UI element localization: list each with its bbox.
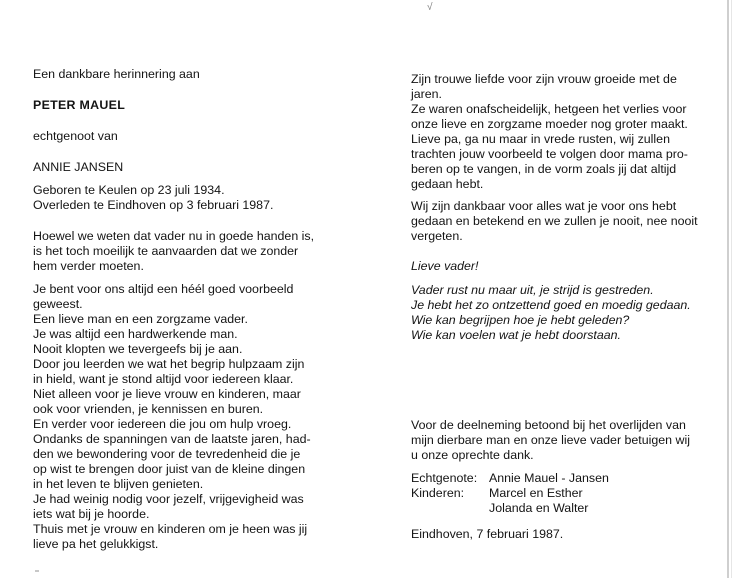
paragraph-line: lieve pa het gelukkigst. (33, 537, 159, 551)
children-role-label: Kinderen: (411, 486, 465, 500)
page-edge-shadow (731, 0, 732, 578)
paragraph-line: Een lieve man en een zorgzame vader. (33, 312, 248, 326)
paragraph-line: Wij zijn dankbaar voor alles wat je voor ons hebt (411, 199, 677, 213)
paragraph-line: gedaan en betekend en we zullen je nooit, nee nooit (411, 214, 698, 228)
paragraph-line: den we bewondering voor de tevredenheid die je (33, 447, 301, 461)
thanks-line: u onze oprechte dank. (411, 448, 534, 462)
paragraph-line: trachten jouw voorbeeld te volgen door mama pro- (411, 147, 688, 161)
paragraph-line: Hoewel we weten dat vader nu in goede handen is, (33, 229, 315, 243)
poem-line: Je hebt het zo ontzettend goed en moedig gedaan. (411, 298, 691, 312)
deceased-name: PETER MAUEL (33, 98, 126, 112)
poem-line: Wie kan voelen wat je hebt doorstaan. (411, 328, 621, 342)
paragraph-line: Je was altijd een hardwerkende man. (33, 327, 238, 341)
death-line: Overleden te Eindhoven op 3 februari 1987. (33, 198, 274, 212)
spouse-full-name: Annie Mauel - Jansen (489, 471, 609, 485)
paragraph-line: Je had weinig nodig voor jezelf, vrijgevigheid was (33, 492, 304, 506)
corner-check-mark: √ (427, 2, 433, 13)
paragraph-line: Zijn trouwe liefde voor zijn vrouw groeide met de (411, 72, 677, 86)
paragraph-line: vergeten. (411, 229, 463, 243)
salutation: Lieve vader! (411, 259, 479, 273)
paragraph-line: beren op te vangen, in de vorm zoals jij dat altijd (411, 162, 677, 176)
spouse-role-label: Echtgenote: (411, 471, 478, 485)
paragraph-line: Door jou leerden we wat het begrip hulpzaam zijn (33, 357, 305, 371)
paragraph-line: op wist te brengen door juist van de kleine dingen (33, 462, 306, 476)
children-names: Marcel en Esther (489, 486, 583, 500)
children-names: Jolanda en Walter (489, 501, 589, 515)
poem-line: Wie kan begrijpen hoe je hebt geleden? (411, 313, 630, 327)
intro-text: Een dankbare herinnering aan (33, 67, 200, 81)
spouse-name: ANNIE JANSEN (33, 160, 124, 174)
paragraph-line: onze lieve en zorgzame moeder nog groter maakt. (411, 117, 688, 131)
paragraph-line: Ze waren onafscheidelijk, hetgeen het verlies voor (411, 102, 687, 116)
paragraph-line: Lieve pa, ga nu maar in vrede rusten, wij zullen (411, 132, 670, 146)
page-edge (727, 0, 729, 578)
paragraph-line: in hield, want je stond altijd voor iedereen klaar. (33, 372, 294, 386)
place-date: Eindhoven, 7 februari 1987. (411, 527, 564, 541)
paragraph-line: Thuis met je vrouw en kinderen om je heen was jij (33, 522, 308, 536)
family-row-children-2 (411, 501, 711, 517)
paragraph-line: in het leven te blijven genieten. (33, 477, 204, 491)
paragraph-line: Ondanks de spanningen van de laatste jaren, had- (33, 432, 311, 446)
paragraph-line: Niet alleen voor je lieve vrouw en kinderen, maar (33, 387, 301, 401)
paragraph-line: En verder voor iedereen die jou om hulp vroeg. (33, 417, 292, 431)
paragraph-line: iets wat bij je hoorde. (33, 507, 150, 521)
paragraph-line: jaren. (411, 87, 442, 101)
birth-line: Geboren te Keulen op 23 juli 1934. (33, 183, 225, 197)
thanks-line: Voor de deelneming betoond bij het overlijden van (411, 418, 686, 432)
paragraph-line: Nooit klopten we tevergeefs bij je aan. (33, 342, 243, 356)
paragraph-line: geweest. (33, 297, 83, 311)
paragraph-line: gedaan hebt. (411, 177, 484, 191)
poem-line: Vader rust nu maar uit, je strijd is gestreden. (411, 283, 654, 297)
paragraph-line: is het toch moeilijk te aanvaarden dat we zonder (33, 244, 299, 258)
paragraph-line: hem verder moeten. (33, 259, 144, 273)
family-row-spouse (411, 471, 711, 487)
spouse-label: echtgenoot van (33, 129, 118, 143)
paragraph-line: ook voor vrienden, je kennissen en buren. (33, 402, 264, 416)
thanks-line: mijn dierbare man en onze lieve vader betuigen wij (411, 433, 690, 447)
family-row-children (411, 486, 711, 502)
scan-speck (35, 570, 39, 572)
paragraph-line: Je bent voor ons altijd een héél goed voorbeeld (33, 282, 294, 296)
